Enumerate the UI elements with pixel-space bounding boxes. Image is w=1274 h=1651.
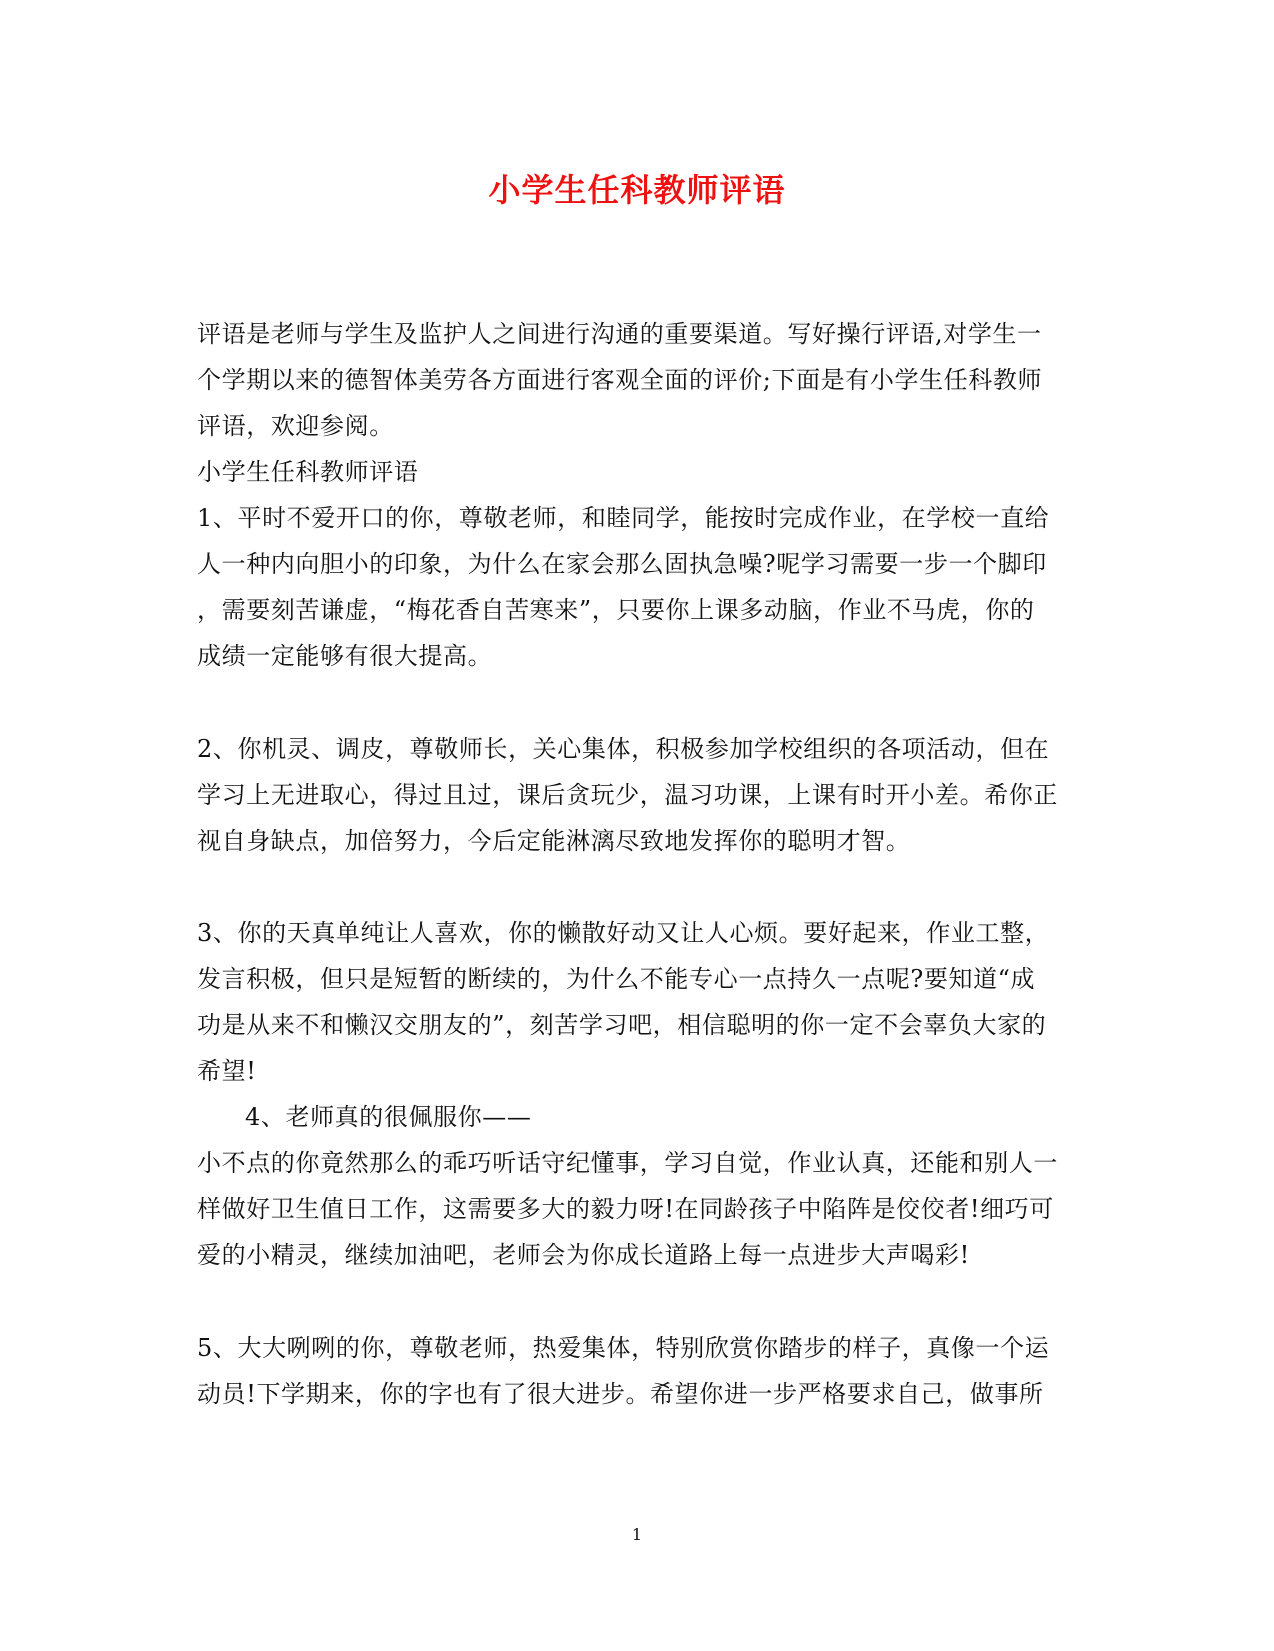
comment-2-line-3: 视自身缺点，加倍努力，今后定能淋漓尽致地发挥你的聪明才智。 bbox=[197, 827, 911, 855]
comment-4-line-1: 小不点的你竟然那么的乖巧听话守纪懂事，学习自觉，作业认真，还能和别人一 bbox=[197, 1149, 1058, 1177]
comment-1-line-1: 1、平时不爱开口的你，尊敬老师，和睦同学，能按时完成作业，在学校一直给 bbox=[197, 504, 1050, 532]
comment-3-line-3: 功是从来不和懒汉交朋友的”，刻苦学习吧，相信聪明的你一定不会辜负大家的 bbox=[197, 1011, 1047, 1039]
intro-line-3: 评语，欢迎参阅。 bbox=[197, 412, 394, 440]
comment-1-line-2: 人一种内向胆小的印象，为什么在家会那么固执急噪?呢学习需要一步一个脚印 bbox=[197, 550, 1047, 578]
page-title: 小学生任科教师评语 bbox=[488, 171, 786, 209]
comment-4-line-2: 样做好卫生值日工作，这需要多大的毅力呀!在同龄孩子中陷阵是佼佼者!细巧可 bbox=[197, 1195, 1054, 1223]
comment-5-line-2: 动员!下学期来，你的字也有了很大进步。希望你进一步严格要求自己，做事所 bbox=[197, 1380, 1044, 1408]
comment-1-line-3: ，需要刻苦谦虚，“梅花香自苦寒来”，只要你上课多动脑，作业不马虎，你的 bbox=[197, 596, 1035, 624]
page-number: 1 bbox=[631, 1525, 643, 1544]
comment-3-line-4: 希望! bbox=[197, 1057, 257, 1085]
comment-4-heading: 4、老师真的很佩服你—— bbox=[245, 1103, 532, 1131]
comment-2-line-1: 2、你机灵、调皮，尊敬师长，关心集体，积极参加学校组织的各项活动，但在 bbox=[197, 735, 1050, 763]
comment-3-line-2: 发言积极，但只是短暂的断续的，为什么不能专心一点持久一点呢?要知道“成 bbox=[197, 965, 1036, 993]
comment-1-line-4: 成绩一定能够有很大提高。 bbox=[197, 642, 493, 670]
comment-5-line-1: 5、大大咧咧的你，尊敬老师，热爱集体，特别欣赏你踏步的样子，真像一个运 bbox=[197, 1334, 1050, 1362]
comment-2-line-2: 学习上无进取心，得过且过，课后贪玩少，温习功课，上课有时开小差。希你正 bbox=[197, 781, 1058, 809]
comment-3-line-1: 3、你的天真单纯让人喜欢，你的懒散好动又让人心烦。要好起来，作业工整， bbox=[197, 919, 1050, 947]
intro-line-1: 评语是老师与学生及监护人之间进行沟通的重要渠道。写好操行评语,对学生一 bbox=[197, 320, 1042, 348]
section-heading: 小学生任科教师评语 bbox=[197, 458, 419, 486]
intro-line-2: 个学期以来的德智体美劳各方面进行客观全面的评价;下面是有小学生任科教师 bbox=[197, 366, 1043, 394]
comment-4-line-3: 爱的小精灵，继续加油吧，老师会为你成长道路上每一点进步大声喝彩! bbox=[197, 1241, 970, 1269]
